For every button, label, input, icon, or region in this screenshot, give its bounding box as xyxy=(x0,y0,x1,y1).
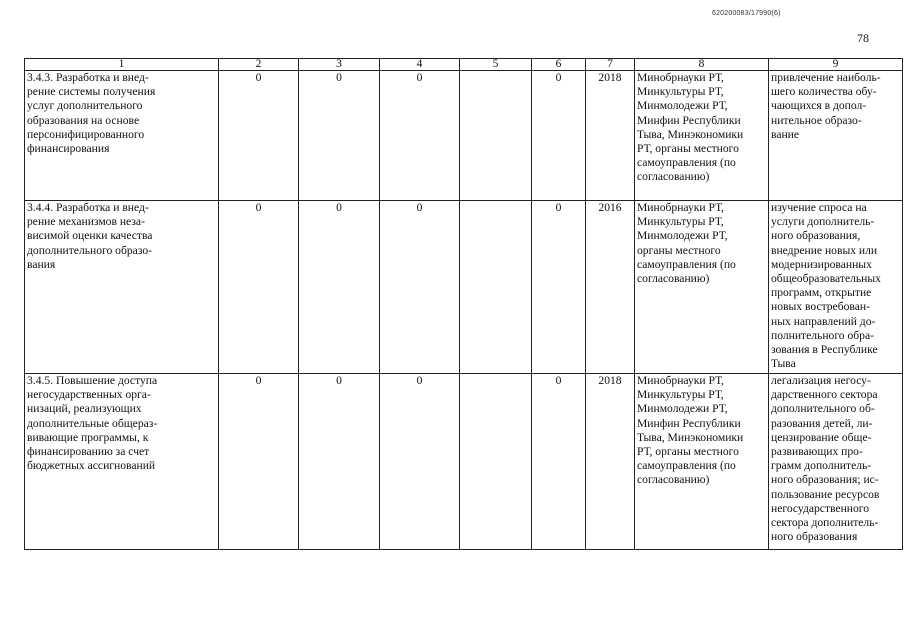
value-col6-cell: 0 xyxy=(532,71,586,201)
cell-text-line: грамм дополнитель- xyxy=(771,459,872,473)
measure-name-cell xyxy=(25,201,219,374)
cell-text-line: бюджетных ассигнований xyxy=(27,459,156,473)
value-col3-cell: 0 xyxy=(299,71,380,201)
cell-text-line: финансирования xyxy=(27,142,110,156)
value-col5-cell xyxy=(460,201,532,374)
cell-text-line: вания xyxy=(27,257,56,271)
cell-text-line: Минкультуры РТ, xyxy=(637,388,724,402)
cell-text-line: финансированию за счет xyxy=(27,445,150,459)
measures-table xyxy=(24,58,903,550)
column-header: 2 xyxy=(219,59,299,71)
cell-text-line: Минмолодежи РТ, xyxy=(637,99,728,113)
cell-text-line: 3.4.4. Разработка и внед- xyxy=(27,201,149,214)
column-header: 9 xyxy=(769,59,903,71)
cell-text-line: Минмолодежи РТ, xyxy=(637,402,728,416)
cell-text-line: низаций, реализующих xyxy=(27,402,142,416)
cell-text-line: РТ, органы местного xyxy=(637,142,739,156)
value-col3-cell: 0 xyxy=(299,201,380,374)
cell-text-line: вивающие программы, к xyxy=(27,430,149,444)
cell-text-line: Минфин Республики xyxy=(637,113,741,127)
cell-text-line: Минобрнауки РТ, xyxy=(637,374,724,387)
column-header: 5 xyxy=(460,59,532,71)
cell-text-line: полнительного обра- xyxy=(771,328,874,342)
table-row xyxy=(25,71,903,201)
cell-text-line: общеобразовательных xyxy=(771,272,881,286)
year-cell: 2018 xyxy=(586,374,635,550)
cell-text-line: ных направлений до- xyxy=(771,314,876,328)
document-id: 620200083/17990(6) xyxy=(712,10,781,17)
value-col4-cell: 0 xyxy=(380,71,460,201)
table-row xyxy=(25,374,903,550)
cell-text-line: согласованию) xyxy=(637,170,710,184)
column-header: 8 xyxy=(635,59,769,71)
cell-text-line: услуг дополнительного xyxy=(27,99,143,113)
cell-text-line: рение системы получения xyxy=(27,85,156,99)
column-header: 6 xyxy=(532,59,586,71)
column-header: 1 xyxy=(25,59,219,71)
cell-text-line: Тыва, Минэкономики xyxy=(637,430,744,444)
cell-text-line: ного образования xyxy=(771,530,858,544)
cell-text-line: Минкультуры РТ, xyxy=(637,215,724,229)
value-col3-cell: 0 xyxy=(299,374,380,550)
responsible-executors-cell xyxy=(635,374,769,550)
cell-text-line: услуги дополнитель- xyxy=(771,215,875,229)
cell-text-line: согласованию) xyxy=(637,473,710,487)
cell-text-line: Минкультуры РТ, xyxy=(637,85,724,99)
cell-text-line: самоуправления (по xyxy=(637,257,736,271)
cell-text-line: ного образования; ис- xyxy=(771,473,879,487)
year-cell: 2016 xyxy=(586,201,635,374)
cell-text-line: РТ, органы местного xyxy=(637,445,739,459)
cell-text-line: изучение спроса на xyxy=(771,201,867,214)
expected-result-cell xyxy=(769,71,903,201)
cell-text-line: программ, открытие xyxy=(771,286,872,300)
cell-text-line: Минмолодежи РТ, xyxy=(637,229,728,243)
cell-text-line: Тыва xyxy=(771,357,796,371)
cell-text-line: сектора дополнитель- xyxy=(771,516,879,530)
cell-text-line: дополнительные общераз- xyxy=(27,416,158,430)
value-col6-cell: 0 xyxy=(532,201,586,374)
responsible-executors-cell xyxy=(635,201,769,374)
expected-result-cell xyxy=(769,201,903,374)
expected-result-cell xyxy=(769,374,903,550)
cell-text-line: 3.4.5. Повышение доступа xyxy=(27,374,158,387)
cell-text-line: Тыва, Минэкономики xyxy=(637,127,744,141)
cell-text-line: негосударственного xyxy=(771,501,870,515)
cell-text-line: новых востребован- xyxy=(771,300,870,314)
cell-text-line: привлечение наиболь- xyxy=(771,71,881,84)
table-header-row xyxy=(25,59,903,71)
cell-text-line: зования в Республике xyxy=(771,343,878,357)
column-header: 7 xyxy=(586,59,635,71)
cell-text-line: дополнительного об- xyxy=(771,402,875,416)
cell-text-line: Минфин Республики xyxy=(637,416,741,430)
value-col2-cell: 0 xyxy=(219,71,299,201)
cell-text-line: согласованию) xyxy=(637,272,710,286)
cell-text-line: Минобрнауки РТ, xyxy=(637,201,724,214)
cell-text-line: вание xyxy=(771,127,800,141)
value-col5-cell xyxy=(460,71,532,201)
value-col2-cell: 0 xyxy=(219,374,299,550)
cell-text-line: легализация негосу- xyxy=(771,374,871,387)
responsible-executors-cell xyxy=(635,71,769,201)
year-cell: 2018 xyxy=(586,71,635,201)
cell-text-line: самоуправления (по xyxy=(637,156,736,170)
cell-text-line: негосударственных орга- xyxy=(27,388,151,402)
cell-text-line: персонифицированного xyxy=(27,127,145,141)
cell-text-line: дополнительного образо- xyxy=(27,243,152,257)
measure-name-cell xyxy=(25,374,219,550)
page-number: 78 xyxy=(857,31,869,45)
value-col6-cell: 0 xyxy=(532,374,586,550)
cell-text-line: развивающих про- xyxy=(771,445,863,459)
column-header: 4 xyxy=(380,59,460,71)
cell-text-line: шего количества обу- xyxy=(771,85,877,99)
cell-text-line: 3.4.3. Разработка и внед- xyxy=(27,71,149,84)
cell-text-line: нительное образо- xyxy=(771,113,862,127)
cell-text-line: рение механизмов неза- xyxy=(27,215,145,229)
cell-text-line: внедрение новых или xyxy=(771,243,878,257)
column-header: 3 xyxy=(299,59,380,71)
cell-text-line: чающихся в допол- xyxy=(771,99,867,113)
table-row xyxy=(25,201,903,374)
cell-text-line: самоуправления (по xyxy=(637,459,736,473)
cell-text-line: органы местного xyxy=(637,243,721,257)
value-col4-cell: 0 xyxy=(380,201,460,374)
cell-text-line: дарственного сектора xyxy=(771,388,878,402)
value-col2-cell: 0 xyxy=(219,201,299,374)
cell-text-line: цензирование обще- xyxy=(771,430,872,444)
cell-text-line: висимой оценки качества xyxy=(27,229,153,243)
value-col4-cell: 0 xyxy=(380,374,460,550)
cell-text-line: модернизированных xyxy=(771,257,872,271)
cell-text-line: Минобрнауки РТ, xyxy=(637,71,724,84)
cell-text-line: пользование ресурсов xyxy=(771,487,880,501)
cell-text-line: образования на основе xyxy=(27,113,140,127)
cell-text-line: разования детей, ли- xyxy=(771,416,873,430)
value-col5-cell xyxy=(460,374,532,550)
measure-name-cell xyxy=(25,71,219,201)
cell-text-line: ного образования, xyxy=(771,229,861,243)
